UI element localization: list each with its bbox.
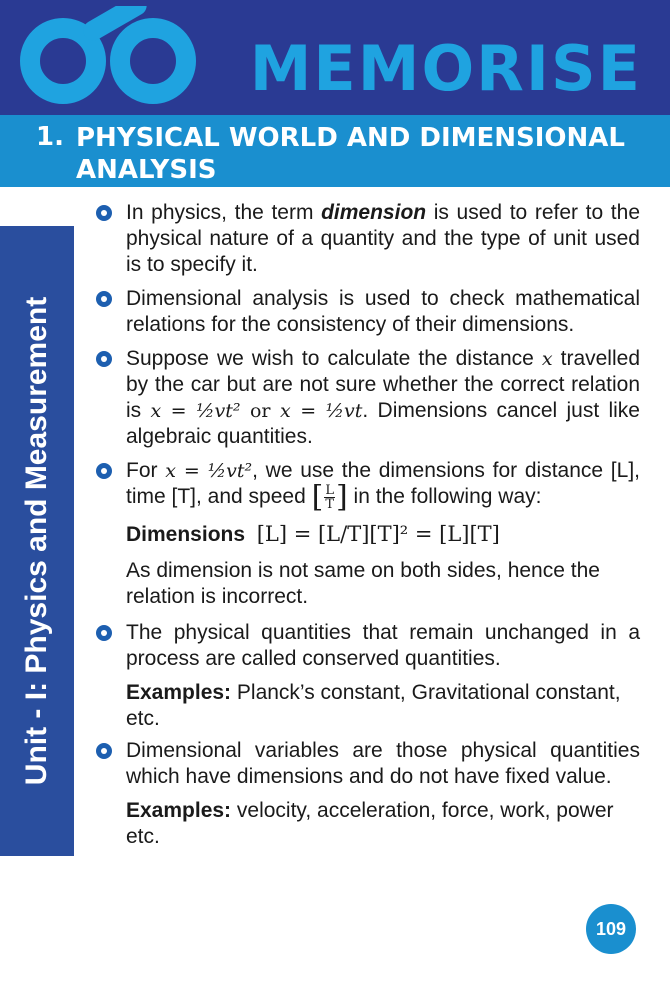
bullet-icon [96,743,112,759]
dimensions-label: Dimensions [126,523,246,546]
dimension-equation-line [92,521,640,548]
brand-logo-icon [18,6,208,106]
examples-line: Examples: Planck’s constant, Gravitational constant, etc. [126,681,621,730]
conclusion-text: As dimension is not same on both sides, hence the relation is incorrect. [126,559,600,608]
speed-fraction: $\frac{L}{T}$ [325,483,334,512]
bullet-item: For x = ½vt², we use the dimensions for distance [L], time [T], and speed [ $\frac{L}{T}$ ] in the following way: [92,458,640,511]
equation-1: x = ½vt² [150,400,241,422]
dimension-term: dimension [321,201,427,224]
dimension-equation: [L] = [L/T][T]² = [L][T] [256,522,500,546]
equation-2: x = ½vt [280,400,363,422]
bullet-item: The physical quantities that remain unchanged in a process are called conserved quantities. [92,620,640,672]
bullet-icon [96,625,112,641]
bullet-icon [96,291,112,307]
bullet-item: Suppose we wish to calculate the distance x travelled by the car but are not sure whether the correct relation is x = ½vt² or x = ½vt. Dimensions cancel just like algebraic quantities. [92,346,640,450]
bullet-icon [96,351,112,367]
examples-line: Examples: velocity, acceleration, force, work, power etc. [126,799,614,848]
bullet-icon [96,205,112,221]
bullet-item: In physics, the term dimension is used to refer to the physical nature of a quantity and the type of unit used is to specify it. [92,200,640,278]
header-banner [0,0,670,115]
page-number-badge: 109 [586,904,636,954]
bullet-item: Dimensional variables are those physical quantities which have dimensions and do not have fixed value. [92,738,640,790]
unit-side-label: Unit - I: Physics and Measurement [20,296,53,786]
bullet-icon [96,463,112,479]
chapter-number: 1. [36,122,64,152]
content-area [92,200,640,856]
equation-3: x = ½vt² [165,460,253,482]
memorise-banner: MEMORISE [249,32,642,105]
chapter-title: PHYSICAL WORLD AND DIMENSIONAL ANALYSIS [76,123,625,185]
bullet-item: Dimensional analysis is used to check mathematical relations for the consistency of their dimensions. [92,286,640,338]
